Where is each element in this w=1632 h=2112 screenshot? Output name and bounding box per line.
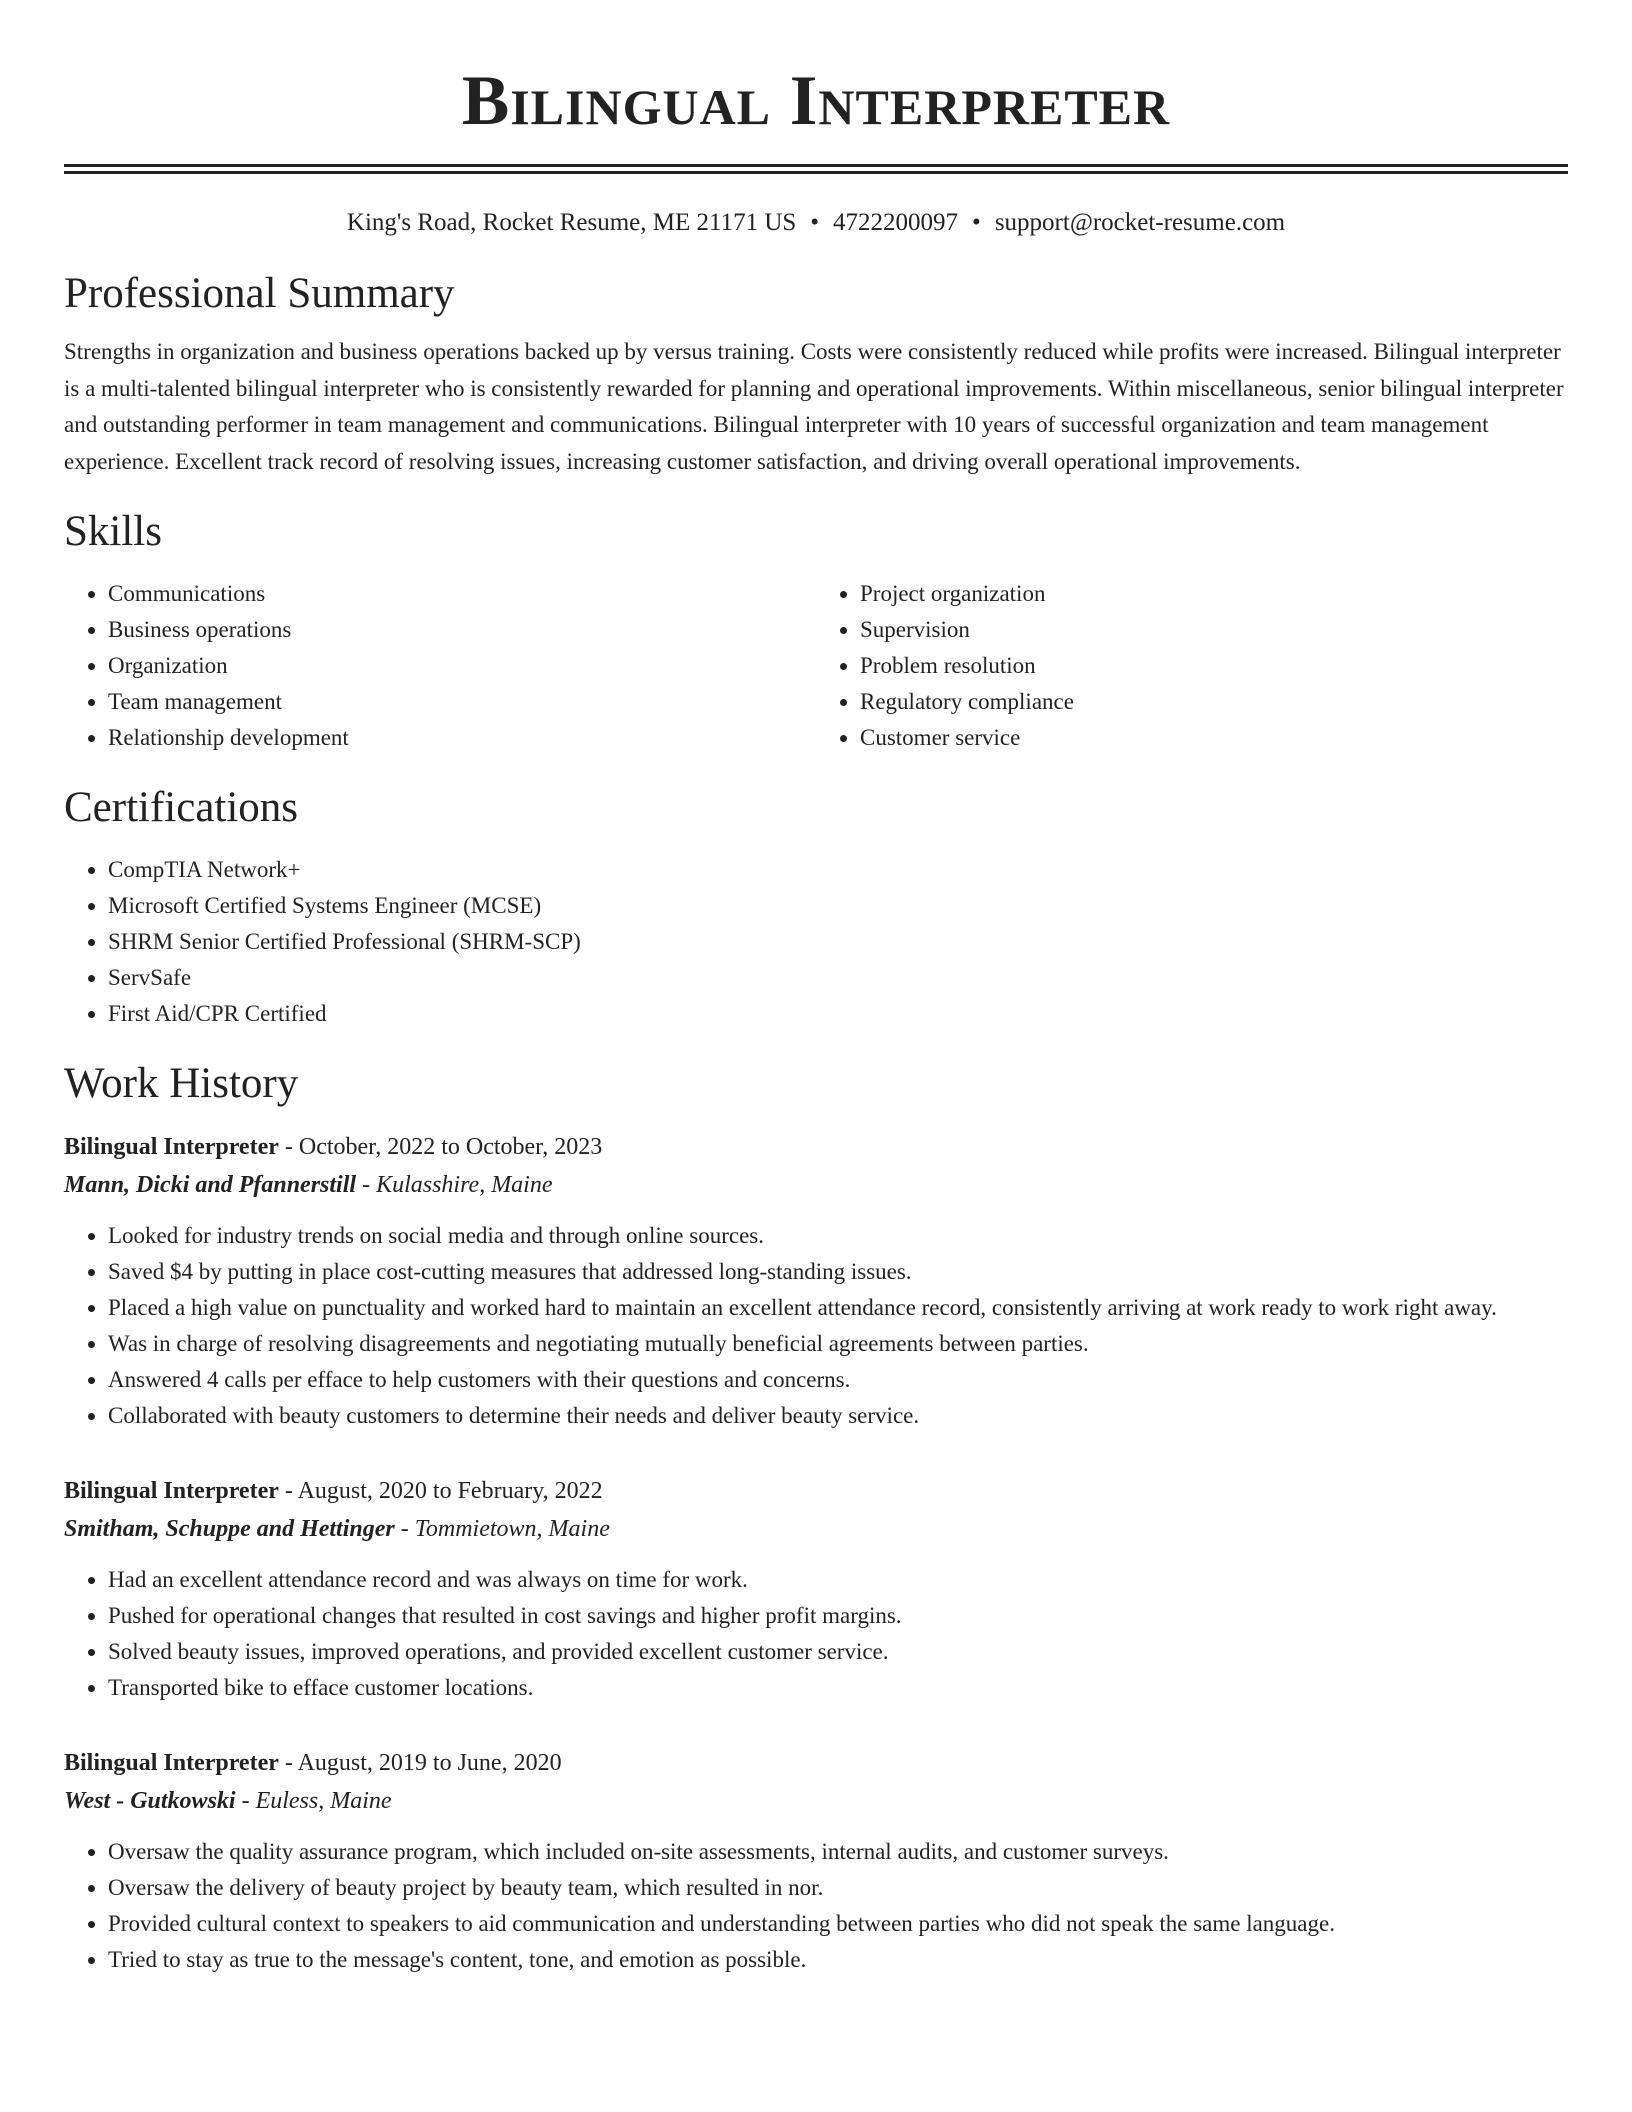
contact-separator: • [972, 209, 981, 236]
contact-separator: • [810, 209, 820, 236]
job-entry [64, 1472, 1568, 1706]
job-company: Mann, Dicki and Pfannerstill [64, 1172, 357, 1198]
job-company-line [64, 1782, 1568, 1820]
certification-item: • CompTIA Network+ [108, 852, 1568, 888]
job-dash: - [284, 1134, 293, 1160]
skills-grid [64, 576, 1568, 756]
summary-heading: Professional Summary [64, 270, 455, 317]
job-bullet-list [64, 1834, 1568, 1978]
job-bullet: • Pushed for operational changes that resulted in cost savings and higher profit margins. [108, 1598, 1568, 1634]
contact-email: support@rocket-resume.com [994, 209, 1286, 236]
certifications-list [64, 852, 1568, 1032]
skill-item: • Team management [108, 684, 816, 720]
certification-item: • First Aid/CPR Certified [108, 996, 1568, 1032]
skill-item: • Organization [108, 648, 816, 684]
job-bullet: • Had an excellent attendance record and was always on time for work. [108, 1562, 1568, 1598]
job-location: Euless, Maine [255, 1788, 392, 1814]
certification-item: • SHRM Senior Certified Professional (SHRM-SCP) [108, 924, 1568, 960]
skill-item: • Regulatory compliance [860, 684, 1568, 720]
job-bullet: • Was in charge of resolving disagreements and negotiating mutually beneficial agreements between parties. [108, 1326, 1568, 1362]
job-bullet: • Answered 4 calls per efface to help customers with their questions and concerns. [108, 1362, 1568, 1398]
job-role: Bilingual Interpreter [64, 1478, 279, 1504]
job-bullet: • Tried to stay as true to the message's content, tone, and emotion as possible. [108, 1942, 1568, 1978]
job-company-line [64, 1166, 1568, 1204]
resume-name: Bilingual Interpreter [461, 62, 1171, 140]
job-dates: August, 2019 to June, 2020 [297, 1750, 562, 1776]
job-role: Bilingual Interpreter [64, 1134, 279, 1160]
certification-item: • ServSafe [108, 960, 1568, 996]
job-location: Tommietown, Maine [414, 1516, 610, 1542]
job-bullet: • Provided cultural context to speakers to aid communication and understanding between parties who did not speak the same language. [108, 1906, 1568, 1942]
job-dash: - [241, 1788, 250, 1814]
header-divider [64, 164, 1568, 174]
job-bullet: • Solved beauty issues, improved operations, and provided excellent customer service. [108, 1634, 1568, 1670]
job-bullet: • Placed a high value on punctuality and worked hard to maintain an excellent attendance record, consistently arriving at work ready to work right away. [108, 1290, 1568, 1326]
summary-text: Strengths in organization and business operations backed up by versus training. Costs were consistently reduced while profits were increased. Bilingual interpreter is a multi-talented bilingual interpreter who is consistently rewarded for planning and operational improvements. Within miscellaneous, senior bilingual interpreter and outstanding performer in team management and communications. Bilingual interpreter with 10 years of successful organization and team management experience. Excellent track record of resolving issues, increasing customer satisfaction, and driving overall operational improvements. [64, 339, 1564, 474]
certifications-heading: Certifications [64, 784, 299, 831]
job-bullet-list [64, 1218, 1568, 1434]
job-title-line [64, 1744, 1568, 1782]
job-entry [64, 1128, 1568, 1434]
job-dates: August, 2020 to February, 2022 [297, 1478, 603, 1504]
skill-item: • Customer service [860, 720, 1568, 756]
work-history-heading: Work History [64, 1060, 299, 1107]
job-company: West - Gutkowski [64, 1788, 236, 1814]
job-bullet: • Collaborated with beauty customers to determine their needs and deliver beauty service. [108, 1398, 1568, 1434]
skills-list-right [816, 576, 1568, 756]
job-title-line [64, 1472, 1568, 1510]
job-bullet: • Oversaw the delivery of beauty project by beauty team, which resulted in nor. [108, 1870, 1568, 1906]
job-location: Kulasshire, Maine [376, 1172, 553, 1198]
contact-line [64, 206, 1568, 240]
skill-item: • Relationship development [108, 720, 816, 756]
job-company: Smitham, Schuppe and Hettinger [64, 1516, 395, 1542]
job-dash: - [362, 1172, 371, 1198]
skills-heading: Skills [64, 508, 162, 555]
job-dash: - [400, 1516, 409, 1542]
job-title-line [64, 1128, 1568, 1166]
job-dates: October, 2022 to October, 2023 [298, 1134, 603, 1160]
job-dash: - [284, 1750, 293, 1776]
skill-item: • Project organization [860, 576, 1568, 612]
job-bullet: • Oversaw the quality assurance program, which included on-site assessments, internal audits, and customer surveys. [108, 1834, 1568, 1870]
job-company-line [64, 1510, 1568, 1548]
contact-address: King's Road, Rocket Resume, ME 21171 US [346, 209, 797, 236]
skill-item: • Business operations [108, 612, 816, 648]
skill-item: • Supervision [860, 612, 1568, 648]
skill-item: • Problem resolution [860, 648, 1568, 684]
skill-item: • Communications [108, 576, 816, 612]
contact-phone: 4722200097 [833, 209, 959, 236]
job-bullet: • Transported bike to efface customer locations. [108, 1670, 1568, 1706]
job-entry [64, 1744, 1568, 1978]
job-bullet: • Looked for industry trends on social media and through online sources. [108, 1218, 1568, 1254]
job-dash: - [284, 1478, 293, 1504]
certification-item: • Microsoft Certified Systems Engineer (MCSE) [108, 888, 1568, 924]
job-bullet: • Saved $4 by putting in place cost-cutting measures that addressed long-standing issues. [108, 1254, 1568, 1290]
job-bullet-list [64, 1562, 1568, 1706]
job-role: Bilingual Interpreter [64, 1750, 279, 1776]
skills-list-left [64, 576, 816, 756]
